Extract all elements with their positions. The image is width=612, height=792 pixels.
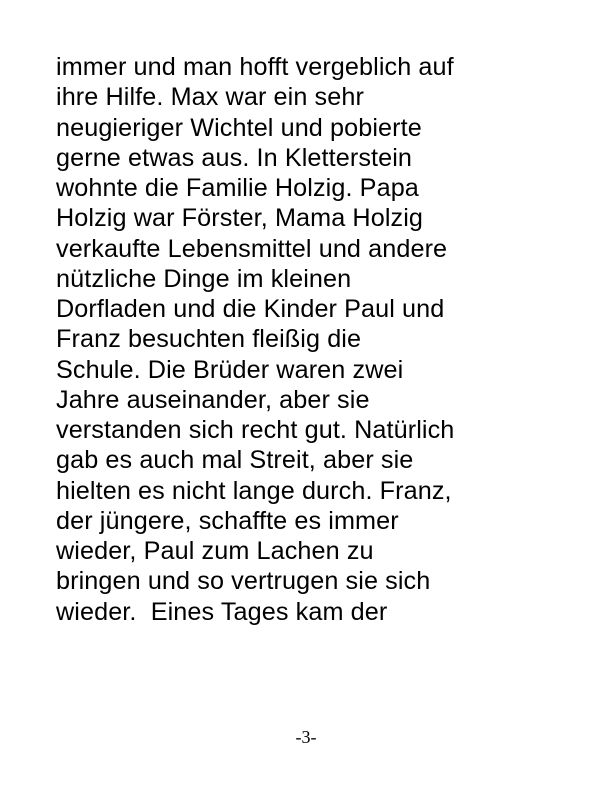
body-text xyxy=(56,52,596,627)
text-line: verstanden sich recht gut. Natürlich xyxy=(56,416,455,444)
text-line: verkaufte Lebensmittel und andere xyxy=(56,234,448,263)
text-line: wieder. Eines Tages kam der xyxy=(56,597,388,626)
text-line: Jahre auseinander, aber sie xyxy=(56,385,370,414)
text-line: wohnte die Familie Holzig. Papa xyxy=(56,174,419,202)
text-line: hielten es nicht lange durch. Franz, xyxy=(56,476,452,505)
page-number: -3- xyxy=(295,727,317,747)
text-line: ihre Hilfe. Max war ein sehr xyxy=(56,83,364,112)
text-line: Dorfladen und die Kinder Paul und xyxy=(56,295,445,323)
text-line: nützliche Dinge im kleinen xyxy=(56,264,352,293)
text-line: bringen und so vertrugen sie sich xyxy=(56,567,431,596)
text-line: neugieriger Wichtel und pobierte xyxy=(56,113,422,142)
text-line: wieder, Paul zum Lachen zu xyxy=(56,537,374,565)
text-line: gerne etwas aus. In Kletterstein xyxy=(56,143,413,172)
text-line: Franz besuchten fleißig die xyxy=(56,325,362,354)
text-line: gab es auch mal Streit, aber sie xyxy=(56,446,414,475)
text-line: Schule. Die Brüder waren zwei xyxy=(56,355,404,384)
text-line: der jüngere, schaffte es immer xyxy=(56,506,399,535)
text-line: immer und man hofft vergeblich auf xyxy=(56,53,454,81)
text-line: Holzig war Förster, Mama Holzig xyxy=(56,204,424,233)
